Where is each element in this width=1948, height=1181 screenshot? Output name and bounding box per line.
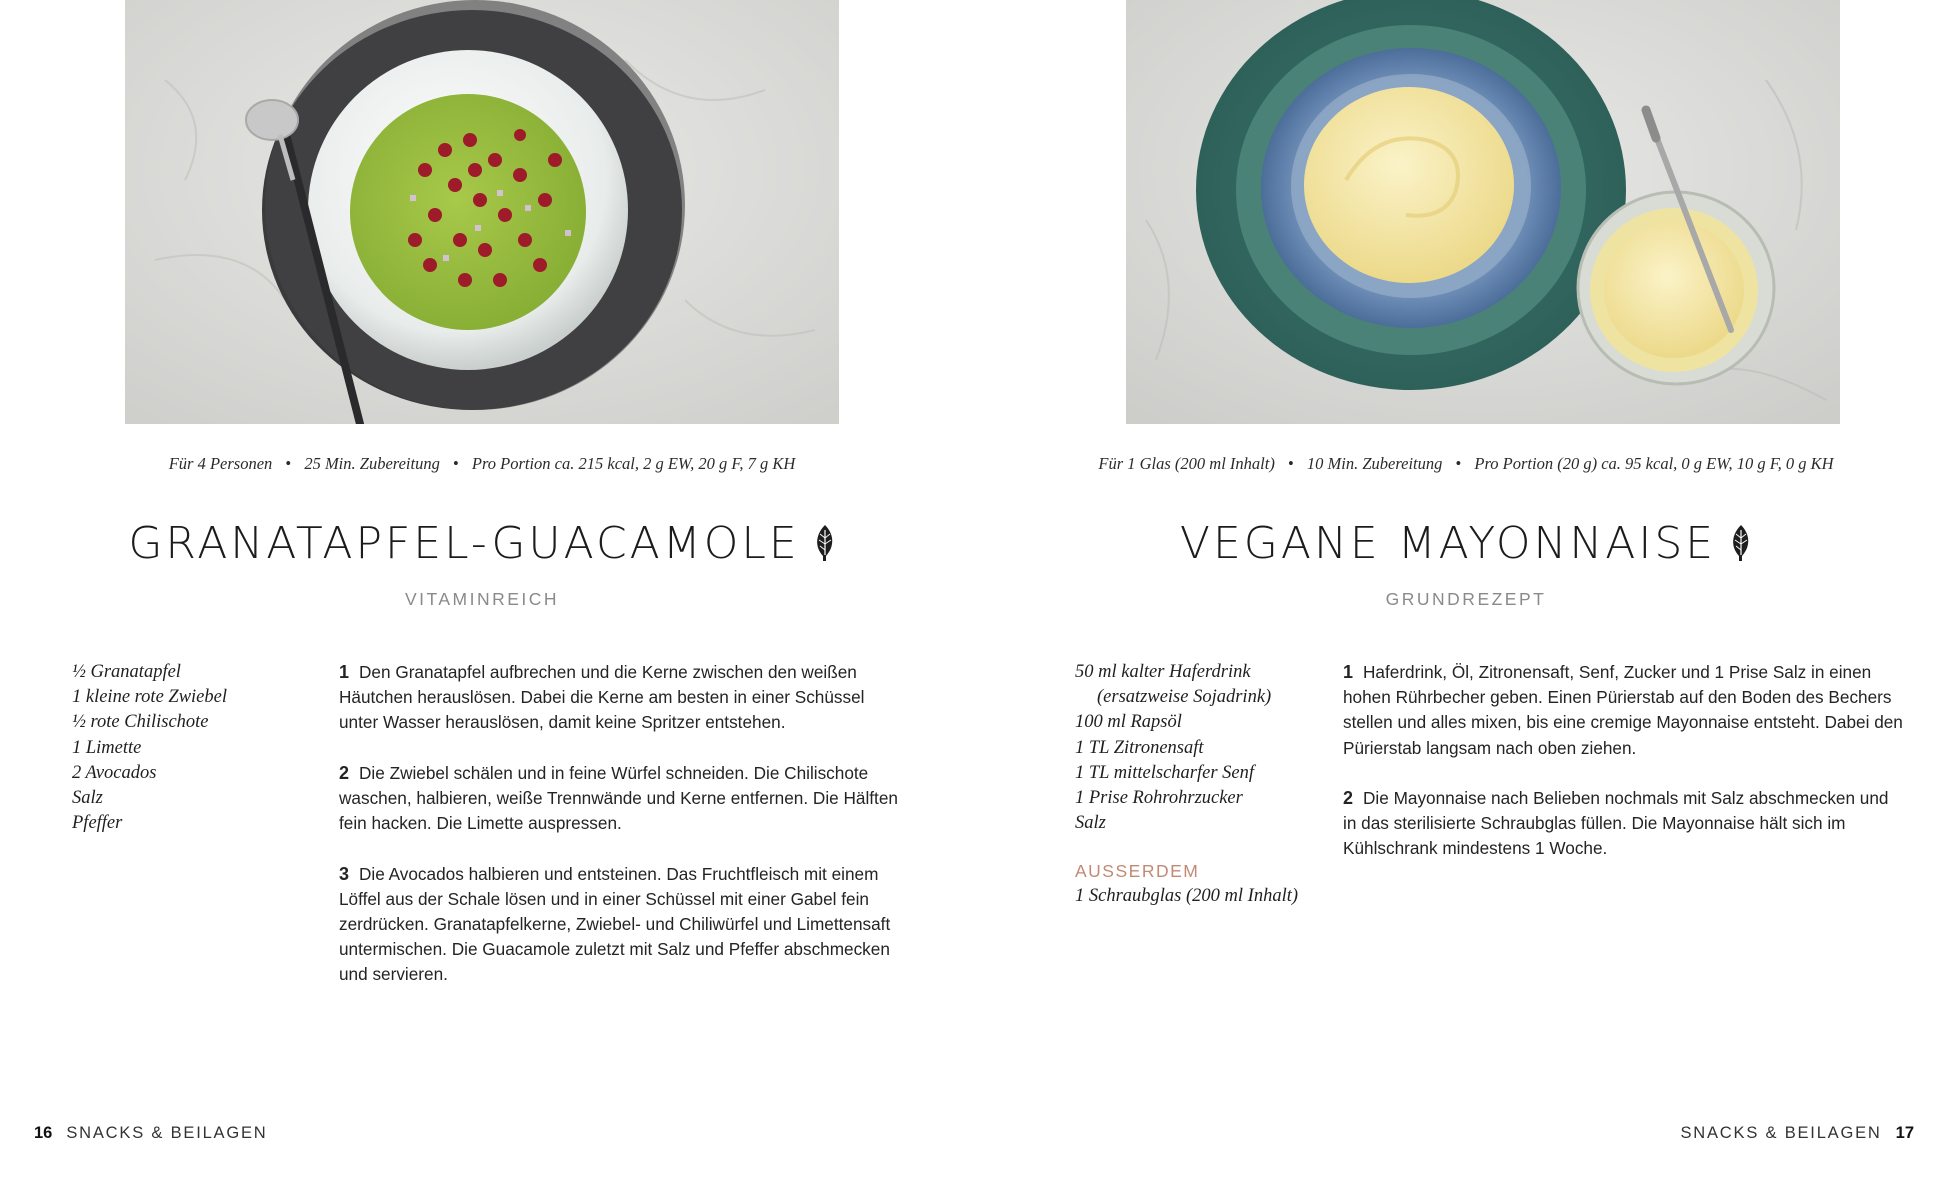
step-text: Den Granatapfel aufbrechen und die Kerne zwischen den weißen Häutchen herauslösen. Dabei die Kerne am besten in einer Schüssel unter Wasser herauslösen, damit keine Spritzer entstehen.: [339, 662, 865, 733]
step-text: Die Avocados halbieren und entsteinen. Das Fruchtfleisch mit einem Löffel aus der Schale lösen und in einer Schüssel mit einer Gabel fein zerdrücken. Granatapfelkerne, Zwiebel- und Chiliwürfel und Limettensaft untermischen. Die Guacamole zuletzt mit Salz und Pfeffer abschmecken und servieren.: [339, 863, 891, 985]
mayonnaise-photo: [1126, 0, 1840, 424]
ingredient-item: 1 kleine rote Zwiebel: [72, 687, 227, 708]
ingredient-item: 1 Limette: [72, 737, 142, 758]
ingredient-item: 1 TL Zitronensaft: [1075, 737, 1204, 758]
separator-dot: •: [452, 454, 459, 473]
ingredient-item: 1 TL mittelscharfer Senf: [1075, 762, 1255, 783]
ingredient-item: 50 ml kalter Haferdrink: [1075, 662, 1251, 682]
ingredient-item: ½ rote Chilischote: [72, 712, 209, 733]
instruction-step: [339, 761, 901, 837]
step-text: Die Mayonnaise nach Belieben nochmals mit Salz abschmecken und in das sterilisierte Schraubglas füllen. Die Mayonnaise hält sich im Kühlschrank mindestens 1 Woche.: [1343, 788, 1889, 859]
separator-dot: •: [1287, 454, 1294, 473]
step-number: 2: [1343, 788, 1354, 808]
page-footer: [34, 1124, 268, 1143]
page-footer: [1680, 1124, 1914, 1143]
extra-heading: AUSSERDEM: [1075, 861, 1200, 881]
instruction-step: [1343, 786, 1903, 862]
step-text: Die Zwiebel schälen und in feine Würfel schneiden. Die Chilischote waschen, halbieren, weiße Trennwände und Kerne entfernen. Die Hälften fein hacken. Die Limette auspressen.: [339, 762, 898, 834]
nutrition: Pro Portion ca. 215 kcal, 2 g EW, 20 g F, 7 g KH: [471, 454, 796, 473]
recipe-title-text: VEGANE MAYONNAISE: [1179, 518, 1717, 569]
page-number: 16: [34, 1124, 53, 1142]
ingredient-item: Salz: [72, 788, 103, 809]
recipe-meta: [0, 454, 964, 474]
ingredient-item: Pfeffer: [72, 813, 123, 834]
ingredient-item: 2 Avocados: [72, 762, 157, 783]
ingredient-item: Salz: [1075, 813, 1106, 834]
step-text: Haferdrink, Öl, Zitronensaft, Senf, Zucker und 1 Prise Salz in einen hohen Rührbecher geben. Einen Pürierstab auf den Boden des Bechers stellen und alles mixen, bis eine cremige Mayonnaise entsteht. Dabei den Pürierstab langsam nach oben ziehen.: [1343, 662, 1903, 758]
guacamole-photo: [125, 0, 839, 424]
prep-time: 10 Min. Zubereitung: [1306, 454, 1443, 473]
ingredient-item: 100 ml Rapsöl: [1075, 712, 1182, 733]
nutrition: Pro Portion (20 g) ca. 95 kcal, 0 g EW, 10 g F, 0 g KH: [1474, 454, 1834, 473]
recipe-meta: [984, 454, 1948, 474]
step-number: 3: [339, 863, 350, 884]
page-number: 17: [1895, 1124, 1914, 1142]
right-page: [974, 0, 1948, 1181]
step-number: 1: [1343, 662, 1354, 682]
step-number: 2: [339, 762, 350, 783]
servings: Für 1 Glas (200 ml Inhalt): [1098, 454, 1275, 473]
ingredient-item: (ersatzweise Sojadrink): [1097, 687, 1272, 708]
recipe-subtitle: GRUNDREZEPT: [1385, 589, 1547, 609]
separator-dot: •: [1455, 454, 1462, 473]
leaf-icon: [814, 522, 836, 573]
instruction-step: [339, 660, 901, 736]
leaf-icon: [1730, 522, 1752, 573]
instruction-step: [1343, 660, 1903, 761]
step-number: 1: [339, 662, 350, 682]
extra-ingredient: 1 Schraubglas (200 ml Inhalt): [1075, 886, 1299, 906]
ingredient-item: 1 Prise Rohrohrzucker: [1075, 788, 1243, 809]
recipe-title-text: GRANATAPFEL-GUACAMOLE: [128, 518, 800, 569]
section-name: SNACKS & BEILAGEN: [66, 1124, 268, 1142]
recipe-title: [0, 518, 964, 573]
separator-dot: •: [285, 454, 292, 473]
prep-time: 25 Min. Zubereitung: [304, 454, 440, 473]
instruction-steps: [339, 660, 901, 1013]
recipe-subtitle: VITAMINREICH: [404, 589, 560, 609]
instruction-step: [339, 862, 901, 988]
ingredient-list: [72, 660, 227, 836]
servings: Für 4 Personen: [168, 454, 273, 473]
ingredient-list: [1075, 660, 1271, 836]
recipe-title: [984, 518, 1948, 573]
instruction-steps: [1343, 660, 1903, 887]
section-name: SNACKS & BEILAGEN: [1680, 1124, 1882, 1142]
ingredient-item: ½ Granatapfel: [72, 662, 181, 682]
